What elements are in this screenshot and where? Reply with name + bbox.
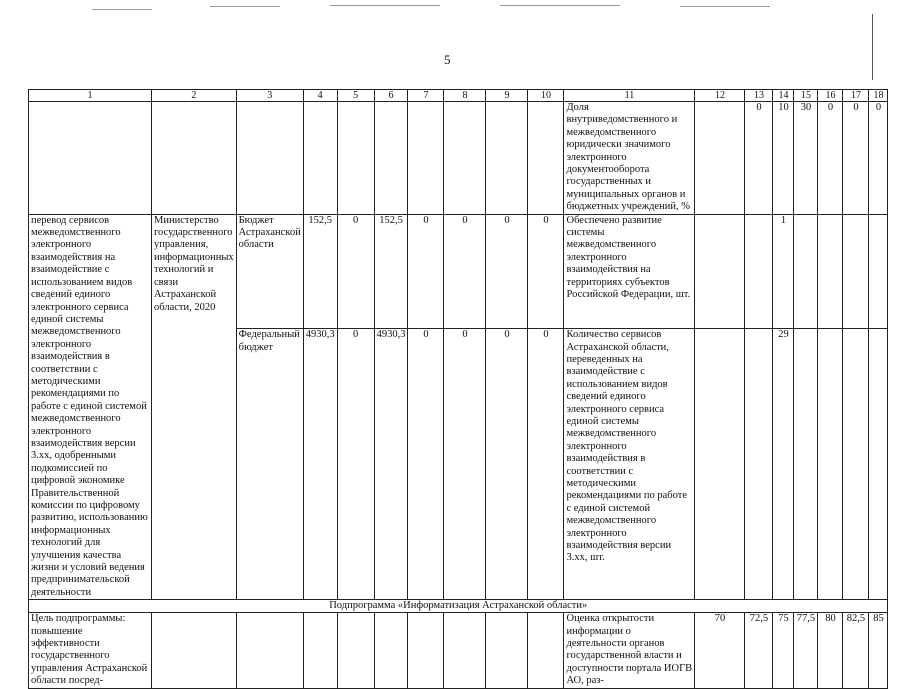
table-cell: [843, 214, 869, 329]
column-header: 15: [794, 90, 818, 102]
table-row: [29, 214, 888, 329]
value-cell: 10: [773, 102, 794, 215]
subprogram-goal: Цель подпрограммы: повышение эффективности государственного управления Астраханской области посред-: [29, 613, 152, 688]
table-cell: [236, 102, 303, 215]
value-cell: [695, 102, 745, 215]
value-cell: 77,5: [794, 613, 818, 688]
table-cell: [794, 329, 818, 600]
column-header: 13: [745, 90, 773, 102]
column-header: 6: [374, 90, 408, 102]
value-cell: 0: [869, 102, 888, 215]
table-cell: [408, 102, 444, 215]
scan-artifact-line: [680, 6, 770, 7]
value-cell: 0: [528, 329, 564, 600]
table-cell: [374, 613, 408, 688]
value-cell: 80: [818, 613, 843, 688]
value-cell: 152,5: [374, 214, 408, 329]
table-cell: [869, 329, 888, 600]
table-cell: [29, 102, 152, 215]
table-cell: [818, 329, 843, 600]
executor-cell: Министерство государственного управления, информационных технологий и связи Астраханской области, 2020: [152, 214, 237, 600]
column-header: 14: [773, 90, 794, 102]
column-header: 16: [818, 90, 843, 102]
scan-artifact-line: [210, 6, 280, 7]
table-cell: [528, 102, 564, 215]
column-header: 10: [528, 90, 564, 102]
value-cell: 0: [818, 102, 843, 215]
table-cell: [695, 214, 745, 329]
column-header: 4: [303, 90, 337, 102]
table-cell: [303, 613, 337, 688]
table-row: [29, 102, 888, 215]
value-cell: 4930,3: [374, 329, 408, 600]
scan-artifact-line: [92, 9, 152, 10]
value-cell: 0: [337, 329, 374, 600]
funding-source: Бюджет Астраханской области: [236, 214, 303, 329]
value-cell: 72,5: [745, 613, 773, 688]
indicator-text: Количество сервисов Астраханской области, переведенных на взаимодействие с использованием видов сведений единого электронного сервиса единой системы межведомственного электронного взаимодействия в соответствии с методическими рекомендациями по работе с единой системой межведомственного электронного взаимодействия версии 3.хх, шт.: [564, 329, 695, 600]
indicator-text: Оценка открытости информации о деятельности органов государственной власти и доступности портала ИОГВ АО, раз-: [564, 613, 695, 688]
value-cell: 0: [528, 214, 564, 329]
table-cell: [745, 329, 773, 600]
column-header: 11: [564, 90, 695, 102]
value-cell: 30: [794, 102, 818, 215]
column-header: 17: [843, 90, 869, 102]
value-cell: 0: [486, 214, 528, 329]
value-cell: 0: [843, 102, 869, 215]
column-header: 3: [236, 90, 303, 102]
table-cell: [695, 329, 745, 600]
table-cell: [486, 102, 528, 215]
column-header: 5: [337, 90, 374, 102]
subprogram-title: Подпрограмма «Информатизация Астраханской области»: [29, 600, 888, 613]
table-cell: [444, 613, 486, 688]
table-cell: [236, 613, 303, 688]
column-number-row: [29, 90, 888, 102]
value-cell: 0: [408, 214, 444, 329]
table-row: [29, 613, 888, 688]
table-cell: [152, 613, 237, 688]
indicator-text: Обеспечено развитие системы межведомственного электронного взаимодействия на территориях субъектов Российской Федерации, шт.: [564, 214, 695, 329]
value-cell: 82,5: [843, 613, 869, 688]
value-cell: 75: [773, 613, 794, 688]
table-cell: [337, 102, 374, 215]
column-header: 7: [408, 90, 444, 102]
table-cell: [745, 214, 773, 329]
table-cell: [818, 214, 843, 329]
value-cell: 0: [486, 329, 528, 600]
value-cell: 0: [337, 214, 374, 329]
value-cell: 0: [444, 214, 486, 329]
scan-artifact-line: [330, 5, 440, 6]
scan-artifact-line: [500, 5, 620, 6]
activity-description: перевод сервисов межведомственного электронного взаимодействия на взаимодействие с использованием видов сведений единого электронного сервиса единой системы межведомственного электронного взаимодействия в соответствии с методическими рекомендациями по работе с единой системой межведомственного электронного взаимодействия версии 3.хх, одобренными подкомиссией по цифровой экономике Правительственной комиссии по цифровому развитию, использованию информационных технологий для улучшения качества жизни и условий ведения предпринимательской деятельности: [29, 214, 152, 600]
table-cell: [303, 102, 337, 215]
value-cell: 0: [408, 329, 444, 600]
column-header: 8: [444, 90, 486, 102]
indicator-text: Доля внутриведомственного и межведомственного юридически значимого электронного документооборота государственных и муниципальных органов и бюджетных учреждений, %: [564, 102, 695, 215]
table-cell: [869, 214, 888, 329]
program-table: [28, 89, 888, 689]
value-cell: 1: [773, 214, 794, 329]
subprogram-heading-row: [29, 600, 888, 613]
page-number: 5: [444, 52, 451, 67]
funding-source: Федеральный бюджет: [236, 329, 303, 600]
table-cell: [152, 102, 237, 215]
value-cell: 85: [869, 613, 888, 688]
table-cell: [408, 613, 444, 688]
value-cell: 0: [444, 329, 486, 600]
table-cell: [486, 613, 528, 688]
value-cell: 70: [695, 613, 745, 688]
column-header: 2: [152, 90, 237, 102]
value-cell: 29: [773, 329, 794, 600]
column-header: 12: [695, 90, 745, 102]
table-cell: [374, 102, 408, 215]
scan-edge-line: [872, 14, 873, 80]
value-cell: 0: [745, 102, 773, 215]
value-cell: 4930,3: [303, 329, 337, 600]
column-header: 1: [29, 90, 152, 102]
table-cell: [843, 329, 869, 600]
table-cell: [337, 613, 374, 688]
column-header: 18: [869, 90, 888, 102]
table-cell: [794, 214, 818, 329]
value-cell: 152,5: [303, 214, 337, 329]
table-cell: [444, 102, 486, 215]
column-header: 9: [486, 90, 528, 102]
table-cell: [528, 613, 564, 688]
